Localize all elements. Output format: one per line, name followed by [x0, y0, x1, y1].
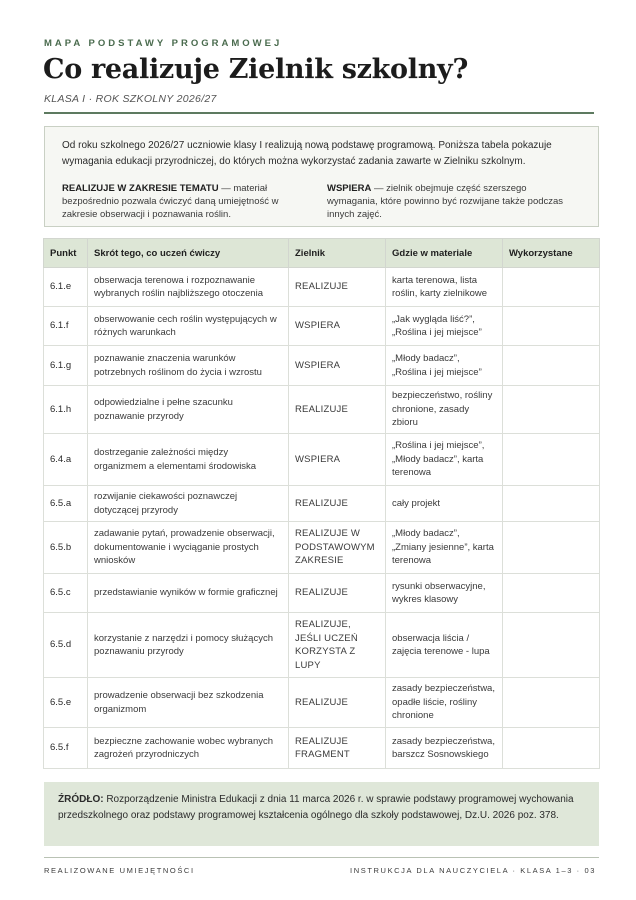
source-text: Rozporządzenie Ministra Edukacji z dnia 11 marca 2026 r. w sprawie podstawy programowej wychowania przedszkolnego oraz podstawy programowej kształcenia ogólnego dla szkoły podstawowej, Dz.U. 2026 poz. 378. [58, 794, 574, 821]
cell-skrot: korzystanie z narzędzi i pomocy służących poznawaniu przyrody [88, 613, 289, 678]
footer-divider [44, 857, 599, 858]
cell-punkt: 6.4.a [44, 434, 88, 486]
table-row [44, 574, 600, 613]
cell-wykorzystane[interactable] [503, 434, 600, 486]
footer-section-name: REALIZOWANE UMIEJĘTNOŚCI [44, 866, 195, 875]
cell-zielnik: REALIZUJE [289, 574, 386, 613]
cell-skrot: zadawanie pytań, prowadzenie obserwacji, dokumentowanie i wyciąganie prostych wniosków [88, 522, 289, 574]
source-box [44, 782, 599, 846]
cell-zielnik: REALIZUJE [289, 268, 386, 307]
cell-zielnik: REALIZUJE [289, 386, 386, 434]
table-row [44, 268, 600, 307]
cell-gdzie: „Młody badacz”, „Roślina i jej miejsce” [386, 346, 503, 386]
cell-gdzie: bezpieczeństwo, rośliny chronione, zasady zbioru [386, 386, 503, 434]
definition-realizuje-term: REALIZUJE W ZAKRESIE TEMATU [62, 183, 219, 194]
cell-zielnik: REALIZUJE, JEŚLI UCZEŃ KORZYSTA Z LUPY [289, 613, 386, 678]
cell-punkt: 6.5.a [44, 486, 88, 522]
source-label: ŹRÓDŁO: [58, 794, 104, 805]
cell-punkt: 6.1.e [44, 268, 88, 307]
cell-zielnik: WSPIERA [289, 434, 386, 486]
cell-wykorzystane[interactable] [503, 613, 600, 678]
cell-skrot: rozwijanie ciekawości poznawczej dotyczącej przyrody [88, 486, 289, 522]
cell-zielnik: WSPIERA [289, 307, 386, 346]
cell-wykorzystane[interactable] [503, 268, 600, 307]
requirements-table [43, 238, 600, 769]
definition-realizuje [62, 182, 310, 221]
column-header-punkt: Punkt [44, 239, 88, 268]
table-row [44, 307, 600, 346]
cell-gdzie: zasady bezpieczeństwa, opadłe liście, rośliny chronione [386, 678, 503, 728]
cell-wykorzystane[interactable] [503, 678, 600, 728]
cell-gdzie: cały projekt [386, 486, 503, 522]
cell-punkt: 6.5.e [44, 678, 88, 728]
cell-punkt: 6.5.f [44, 728, 88, 769]
cell-gdzie: zasady bezpieczeństwa, barszcz Sosnowskiego [386, 728, 503, 769]
page-title: Co realizuje Zielnik szkolny? [43, 54, 468, 85]
column-header-skrot: Skrót tego, co uczeń ćwiczy [88, 239, 289, 268]
cell-punkt: 6.5.b [44, 522, 88, 574]
cell-wykorzystane[interactable] [503, 728, 600, 769]
column-header-gdzie: Gdzie w materiale [386, 239, 503, 268]
cell-punkt: 6.1.g [44, 346, 88, 386]
cell-skrot: obserwowanie cech roślin występujących w różnych warunkach [88, 307, 289, 346]
cell-skrot: obserwacja terenowa i rozpoznawanie wybranych roślin najbliższego otoczenia [88, 268, 289, 307]
cell-skrot: poznawanie znaczenia warunków potrzebnych roślinom do życia i wzrostu [88, 346, 289, 386]
table-row [44, 434, 600, 486]
cell-wykorzystane[interactable] [503, 486, 600, 522]
table-row [44, 386, 600, 434]
cell-gdzie: obserwacja liścia / zajęcia terenowe - lupa [386, 613, 503, 678]
column-header-wykorzystane: Wykorzystane [503, 239, 600, 268]
table-row [44, 486, 600, 522]
cell-gdzie: „Młody badacz”, „Zmiany jesienne”, karta terenowa [386, 522, 503, 574]
header-divider [44, 112, 594, 114]
cell-zielnik: REALIZUJE [289, 486, 386, 522]
table-row [44, 728, 600, 769]
cell-zielnik: WSPIERA [289, 346, 386, 386]
cell-wykorzystane[interactable] [503, 386, 600, 434]
definitions [62, 182, 582, 221]
table-row [44, 346, 600, 386]
table-row [44, 522, 600, 574]
cell-zielnik: REALIZUJE [289, 678, 386, 728]
cell-wykorzystane[interactable] [503, 522, 600, 574]
cell-wykorzystane[interactable] [503, 346, 600, 386]
cell-skrot: bezpieczne zachowanie wobec wybranych zagrożeń przyrodniczych [88, 728, 289, 769]
column-header-zielnik: Zielnik [289, 239, 386, 268]
cell-skrot: dostrzeganie zależności między organizmem a elementami środowiska [88, 434, 289, 486]
footer-page-info: INSTRUKCJA DLA NAUCZYCIELA · KLASA 1–3 · 03 [350, 866, 596, 875]
definition-wspiera [327, 182, 579, 221]
intro-box [44, 126, 599, 227]
definition-wspiera-term: WSPIERA [327, 183, 372, 194]
cell-punkt: 6.1.f [44, 307, 88, 346]
cell-zielnik: REALIZUJE W PODSTAWOWYM ZAKRESIE [289, 522, 386, 574]
definition-wspiera-desc: — zielnik obejmuje część szerszego wymagania, które powinno być rozwijane także podczas innych zajęć. [327, 183, 564, 220]
page-subtitle: KLASA I · ROK SZKOLNY 2026/27 [44, 93, 217, 105]
cell-wykorzystane[interactable] [503, 307, 600, 346]
table-row [44, 613, 600, 678]
page-kicker: MAPA PODSTAWY PROGRAMOWEJ [44, 38, 283, 49]
cell-zielnik: REALIZUJE FRAGMENT [289, 728, 386, 769]
cell-punkt: 6.5.c [44, 574, 88, 613]
definition-realizuje-desc: — materiał bezpośrednio pozwala ćwiczyć daną umiejętność w zakresie obserwacji i poznawania roślin. [62, 183, 279, 220]
cell-skrot: przedstawianie wyników w formie graficznej [88, 574, 289, 613]
cell-gdzie: rysunki obserwacyjne, wykres klasowy [386, 574, 503, 613]
cell-punkt: 6.5.d [44, 613, 88, 678]
cell-gdzie: karta terenowa, lista roślin, karty zielnikowe [386, 268, 503, 307]
cell-gdzie: „Roślina i jej miejsce”, „Młody badacz”, karta terenowa [386, 434, 503, 486]
table-header-row [44, 239, 600, 268]
cell-gdzie: „Jak wygląda liść?”, „Roślina i jej miejsce” [386, 307, 503, 346]
cell-wykorzystane[interactable] [503, 574, 600, 613]
table-row [44, 678, 600, 728]
cell-skrot: odpowiedzialne i pełne szacunku poznawanie przyrody [88, 386, 289, 434]
cell-skrot: prowadzenie obserwacji bez szkodzenia organizmom [88, 678, 289, 728]
cell-punkt: 6.1.h [44, 386, 88, 434]
intro-text: Od roku szkolnego 2026/27 uczniowie klasy I realizują nową podstawę programową. Poniższa tabela pokazuje wymagania edukacji przyrodniczej, do których można wykorzystać zadania zawarte w Zielniku szkolnym. [62, 140, 552, 167]
